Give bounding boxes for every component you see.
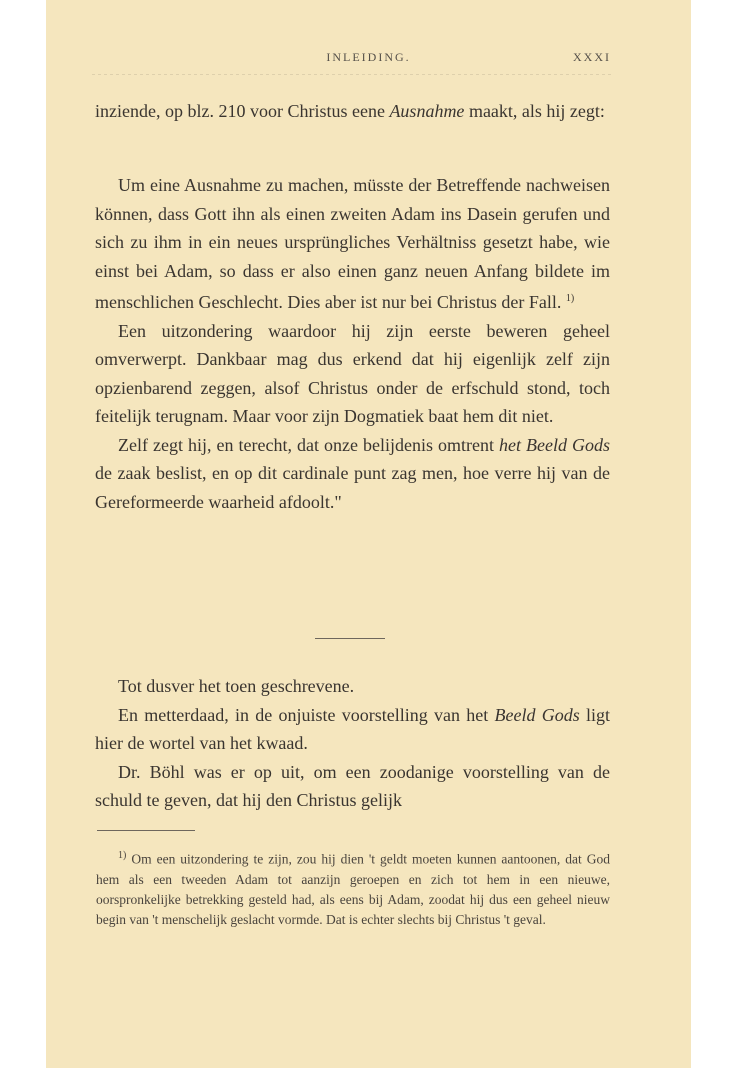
quote-block bbox=[95, 171, 610, 516]
paragraph-1 bbox=[95, 97, 610, 126]
footnote-rule bbox=[97, 830, 195, 831]
paragraph-1-text-a: inziende, op blz. 210 voor Christus eene bbox=[95, 101, 390, 121]
page-number: XXXI bbox=[573, 50, 611, 64]
quote-text: Um eine Ausnahme zu machen, müsste der Betreffende nachweisen können, dass Gott ihn als einen zweiten Adam ins Dasein gerufen und sich zu ihm in ein neues ursprüngliches Verhältniss gesetzt habe, wie einst bei Adam, so dass er also einen ganz neuen Anfang bildete im menschlichen Geschlecht. Dies aber ist nur bei Christus der Fall. bbox=[95, 175, 610, 312]
section-2 bbox=[95, 672, 610, 815]
paragraph-3-text-a: Zelf zegt hij, en terecht, dat onze belijdenis omtrent bbox=[118, 434, 499, 455]
paragraph-6: Dr. Böhl was er op uit, om een zoodanige voorstelling van de schuld te geven, dat hij den Christus gelijk bbox=[95, 761, 610, 810]
running-header bbox=[46, 50, 691, 70]
paragraph-4: Tot dusver het toen geschrevene. bbox=[118, 676, 355, 696]
paragraph-3-text-b: de zaak beslist, en op dit cardinale punt zag men, hoe verre hij van de Gereformeerde waarheid afdoolt." bbox=[95, 463, 610, 512]
header-rule bbox=[92, 74, 612, 75]
header-title: INLEIDING. bbox=[326, 50, 411, 64]
section-separator bbox=[315, 638, 385, 639]
quote-footnote-ref: 1) bbox=[565, 293, 575, 304]
paragraph-5-text-a: En metterdaad, in de onjuiste voorstelling van het bbox=[118, 704, 495, 725]
footnote-text: Om een uitzondering te zijn, zou hij dien 't geldt moeten kunnen aantoonen, dat God hem als een tweeden Adam tot aanzijn geroepen en zich tot hem in een nieuwe, oorspronkelijke betrekking gesteld had, als eens bij Adam, zoodat hij dus een geheel nieuw begin van 't menschelijk geslacht vormde. Dat is echter slechts bij Christus 't geval. bbox=[96, 851, 611, 928]
page-margin bbox=[691, 0, 738, 1068]
paragraph-5-italic: Beeld Gods bbox=[494, 704, 580, 725]
paragraph-5-text-b: ligt hier de wortel van het kwaad. bbox=[95, 704, 610, 753]
paragraph-3-italic: het Beeld Gods bbox=[499, 434, 610, 455]
paragraph-1-italic: Ausnahme bbox=[389, 101, 465, 121]
footnote-marker: 1) bbox=[118, 850, 127, 861]
footnote bbox=[96, 846, 610, 931]
paragraph-2: Een uitzondering waardoor hij zijn eerste beweren geheel omverwerpt. Dankbaar mag dus erkend dat hij eigenlijk zelf zijn opzienbarend zeggen, alsof Christus onder de erfschuld stond, toch feitelijk terugnam. Maar voor zijn Dogmatiek baat hem dit niet. bbox=[95, 320, 610, 426]
paragraph-1-text-b: maakt, als hij zegt: bbox=[464, 101, 605, 121]
